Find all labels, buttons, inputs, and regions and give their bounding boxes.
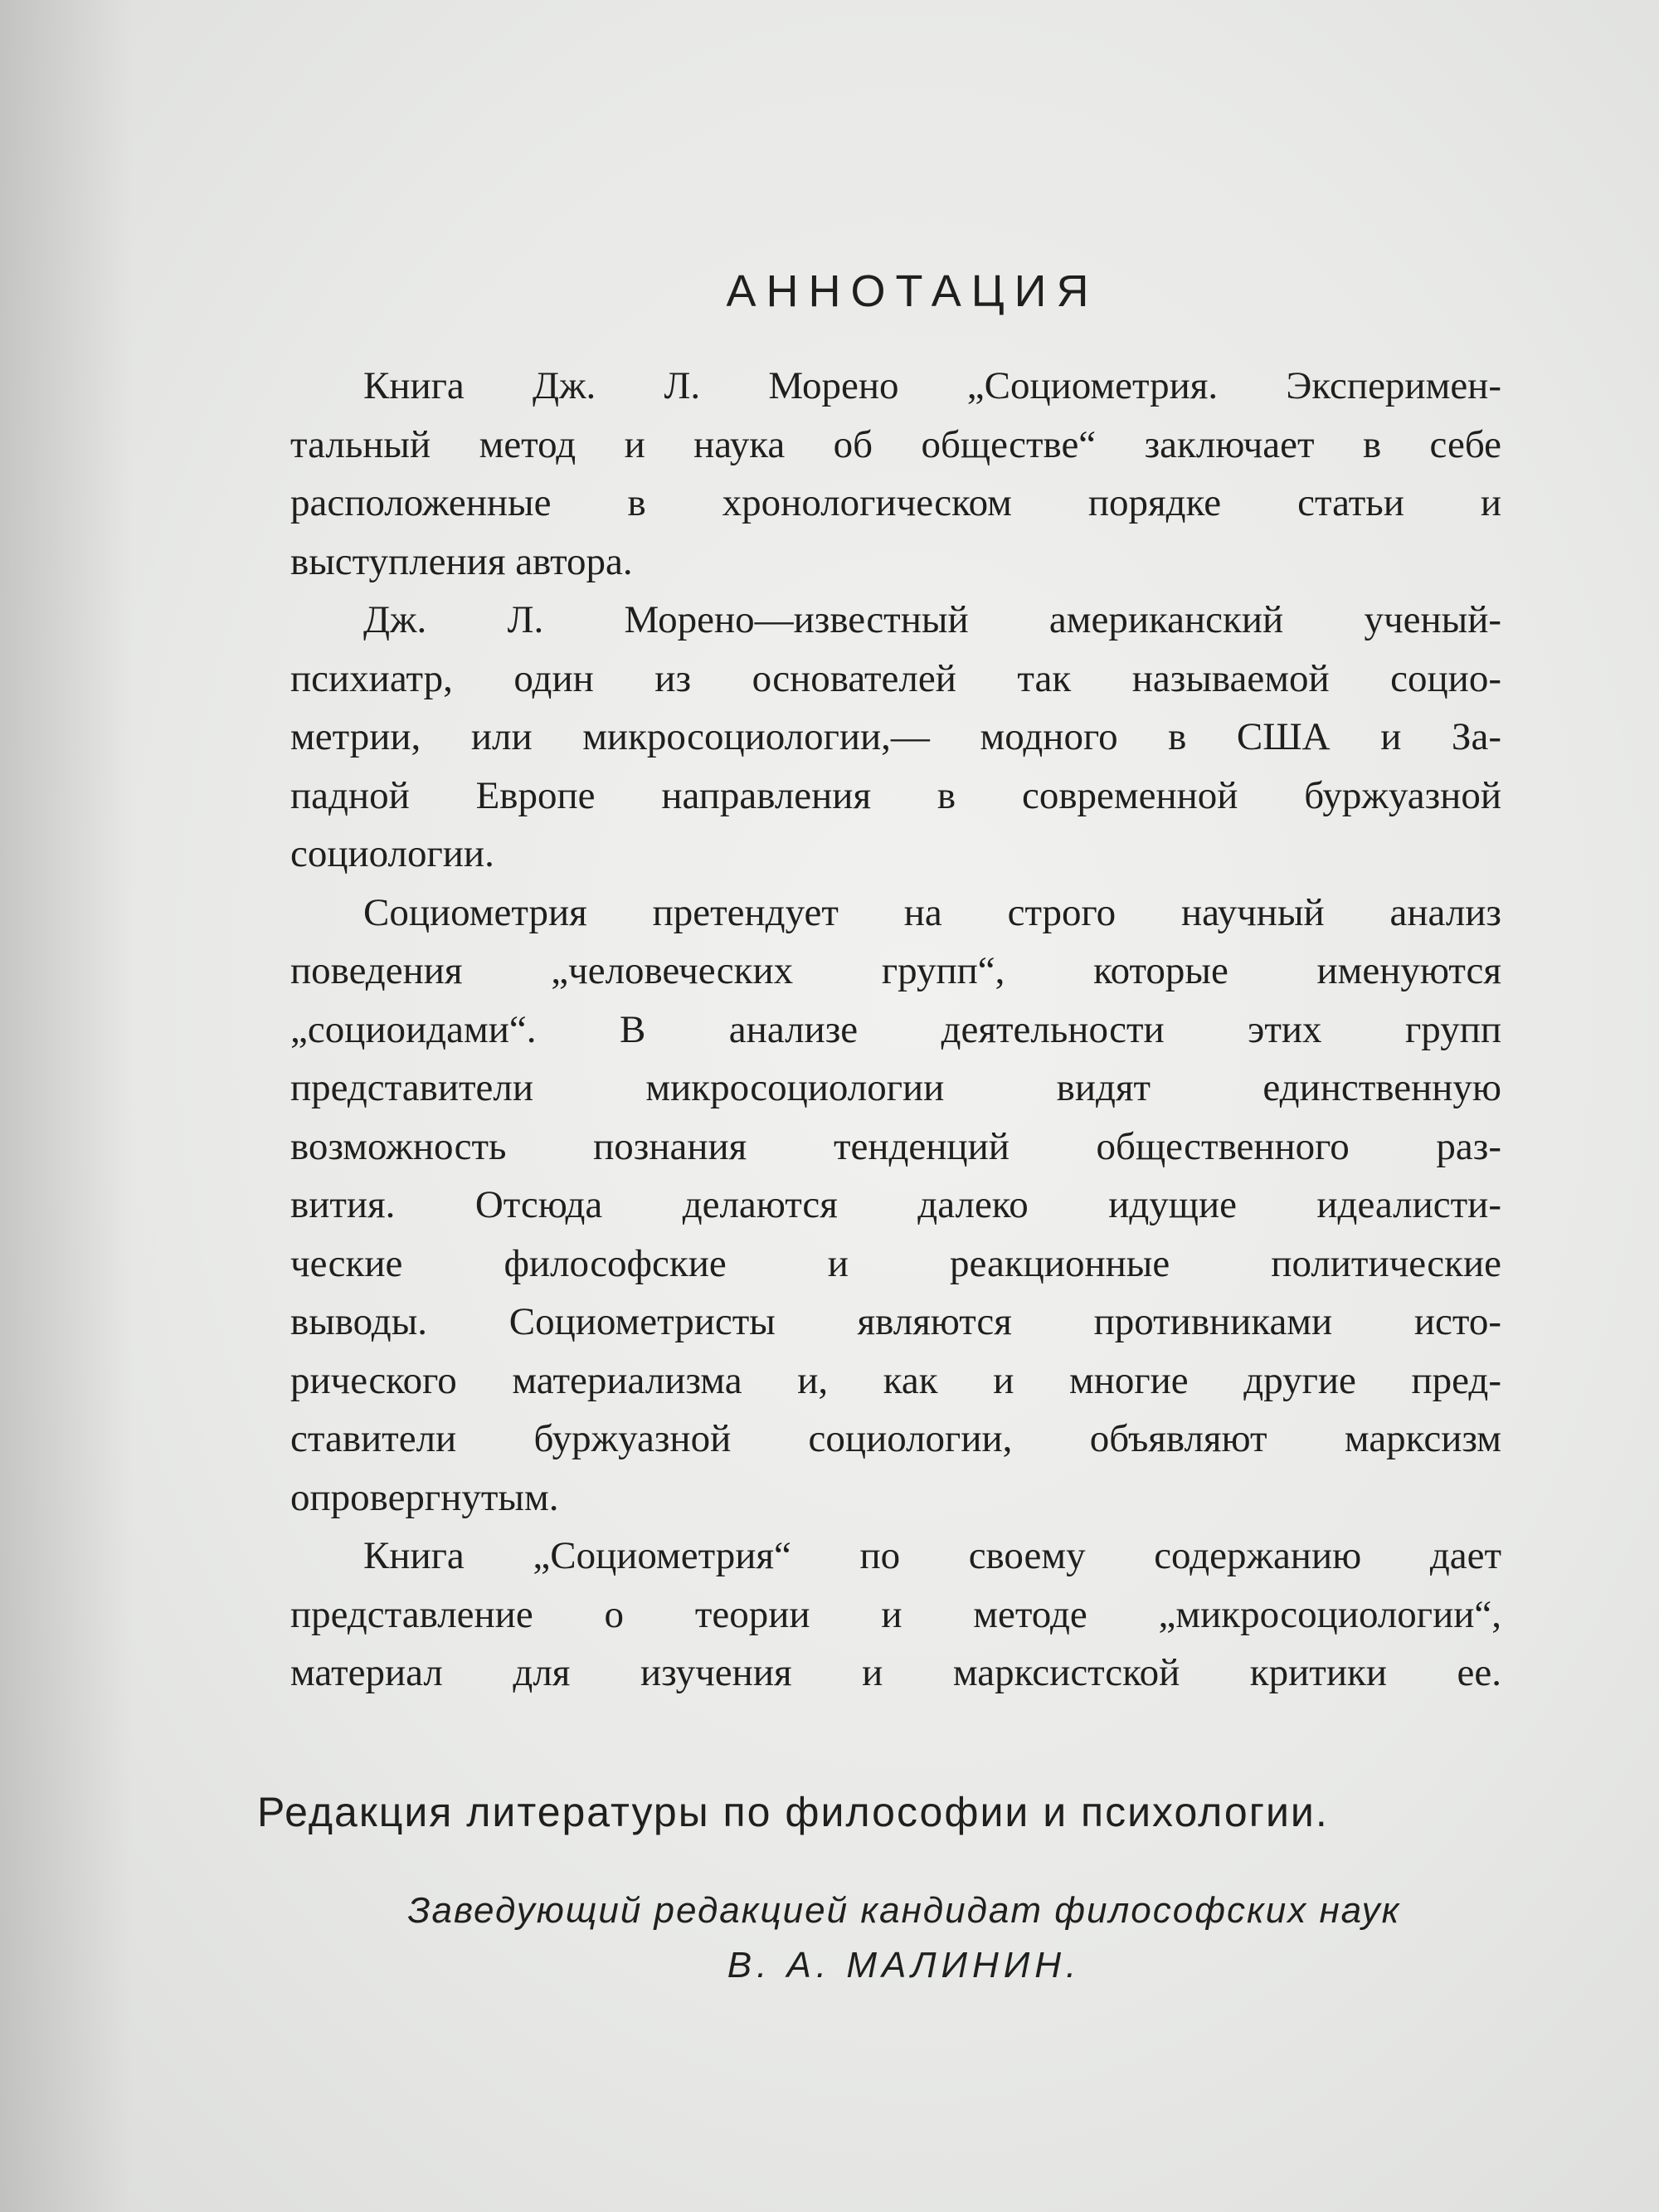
text-line: „социоидами“. В анализе деятельности этих групп <box>290 1007 1501 1051</box>
paragraph-4 <box>290 1527 1501 1703</box>
text-line: возможность познания тенденций общественного раз- <box>290 1124 1501 1168</box>
editor-in-chief <box>315 1883 1493 1993</box>
paragraph-2 <box>290 591 1501 884</box>
paragraph-3 <box>290 884 1501 1527</box>
annotation-block <box>290 266 1501 1703</box>
text-line: ставители буржуазной социологии, объявляют марксизм <box>290 1417 1501 1460</box>
text-line: опровергнутым. <box>290 1475 559 1519</box>
text-line: психиатр, один из основателей так называемой социо- <box>290 656 1501 700</box>
text-line: представление о теории и методе „микросоциологии“, <box>290 1592 1501 1636</box>
paragraph-1 <box>290 357 1501 591</box>
text-line: поведения „человеческих групп“, которые именуются <box>290 949 1501 992</box>
text-line: Социометрия претендует на строго научный анализ <box>363 890 1501 934</box>
editor-name: В. А. МАЛИНИН. <box>727 1945 1082 1985</box>
text-line: выступления автора. <box>290 539 633 583</box>
text-line: метрии, или микросоциологии,— модного в США и За- <box>290 715 1501 758</box>
text-line: социологии. <box>290 832 494 875</box>
page-shadow <box>0 0 133 2212</box>
text-line: тальный метод и наука об обществе“ заключает в себе <box>290 422 1501 466</box>
text-line: материал для изучения и марксистской критики ее. <box>290 1651 1501 1694</box>
editorial-office: Редакция литературы по философии и психологии. <box>257 1789 1329 1835</box>
text-line: выводы. Социометристы являются противниками исто- <box>290 1300 1501 1343</box>
text-line: расположенные в хронологическом порядке статьи и <box>290 481 1501 524</box>
editor-title: Заведующий редакцией кандидат философских наук <box>407 1890 1401 1931</box>
text-line: Книга „Социометрия“ по своему содержанию дает <box>363 1534 1501 1577</box>
text-line: рического материализма и, как и многие другие пред- <box>290 1358 1501 1402</box>
page-title: АННОТАЦИЯ <box>726 266 1099 316</box>
text-line: ческие философские и реакционные политические <box>290 1241 1501 1285</box>
text-line: Книга Дж. Л. Морено „Социометрия. Эксперимен- <box>363 364 1501 407</box>
text-line: Дж. Л. Морено—известный американский ученый- <box>363 598 1501 641</box>
text-line: падной Европе направления в современной буржуазной <box>290 773 1501 817</box>
text-line: вития. Отсюда делаются далеко идущие идеалисти- <box>290 1183 1501 1226</box>
text-line: представители микросоциологии видят единственную <box>290 1066 1501 1109</box>
